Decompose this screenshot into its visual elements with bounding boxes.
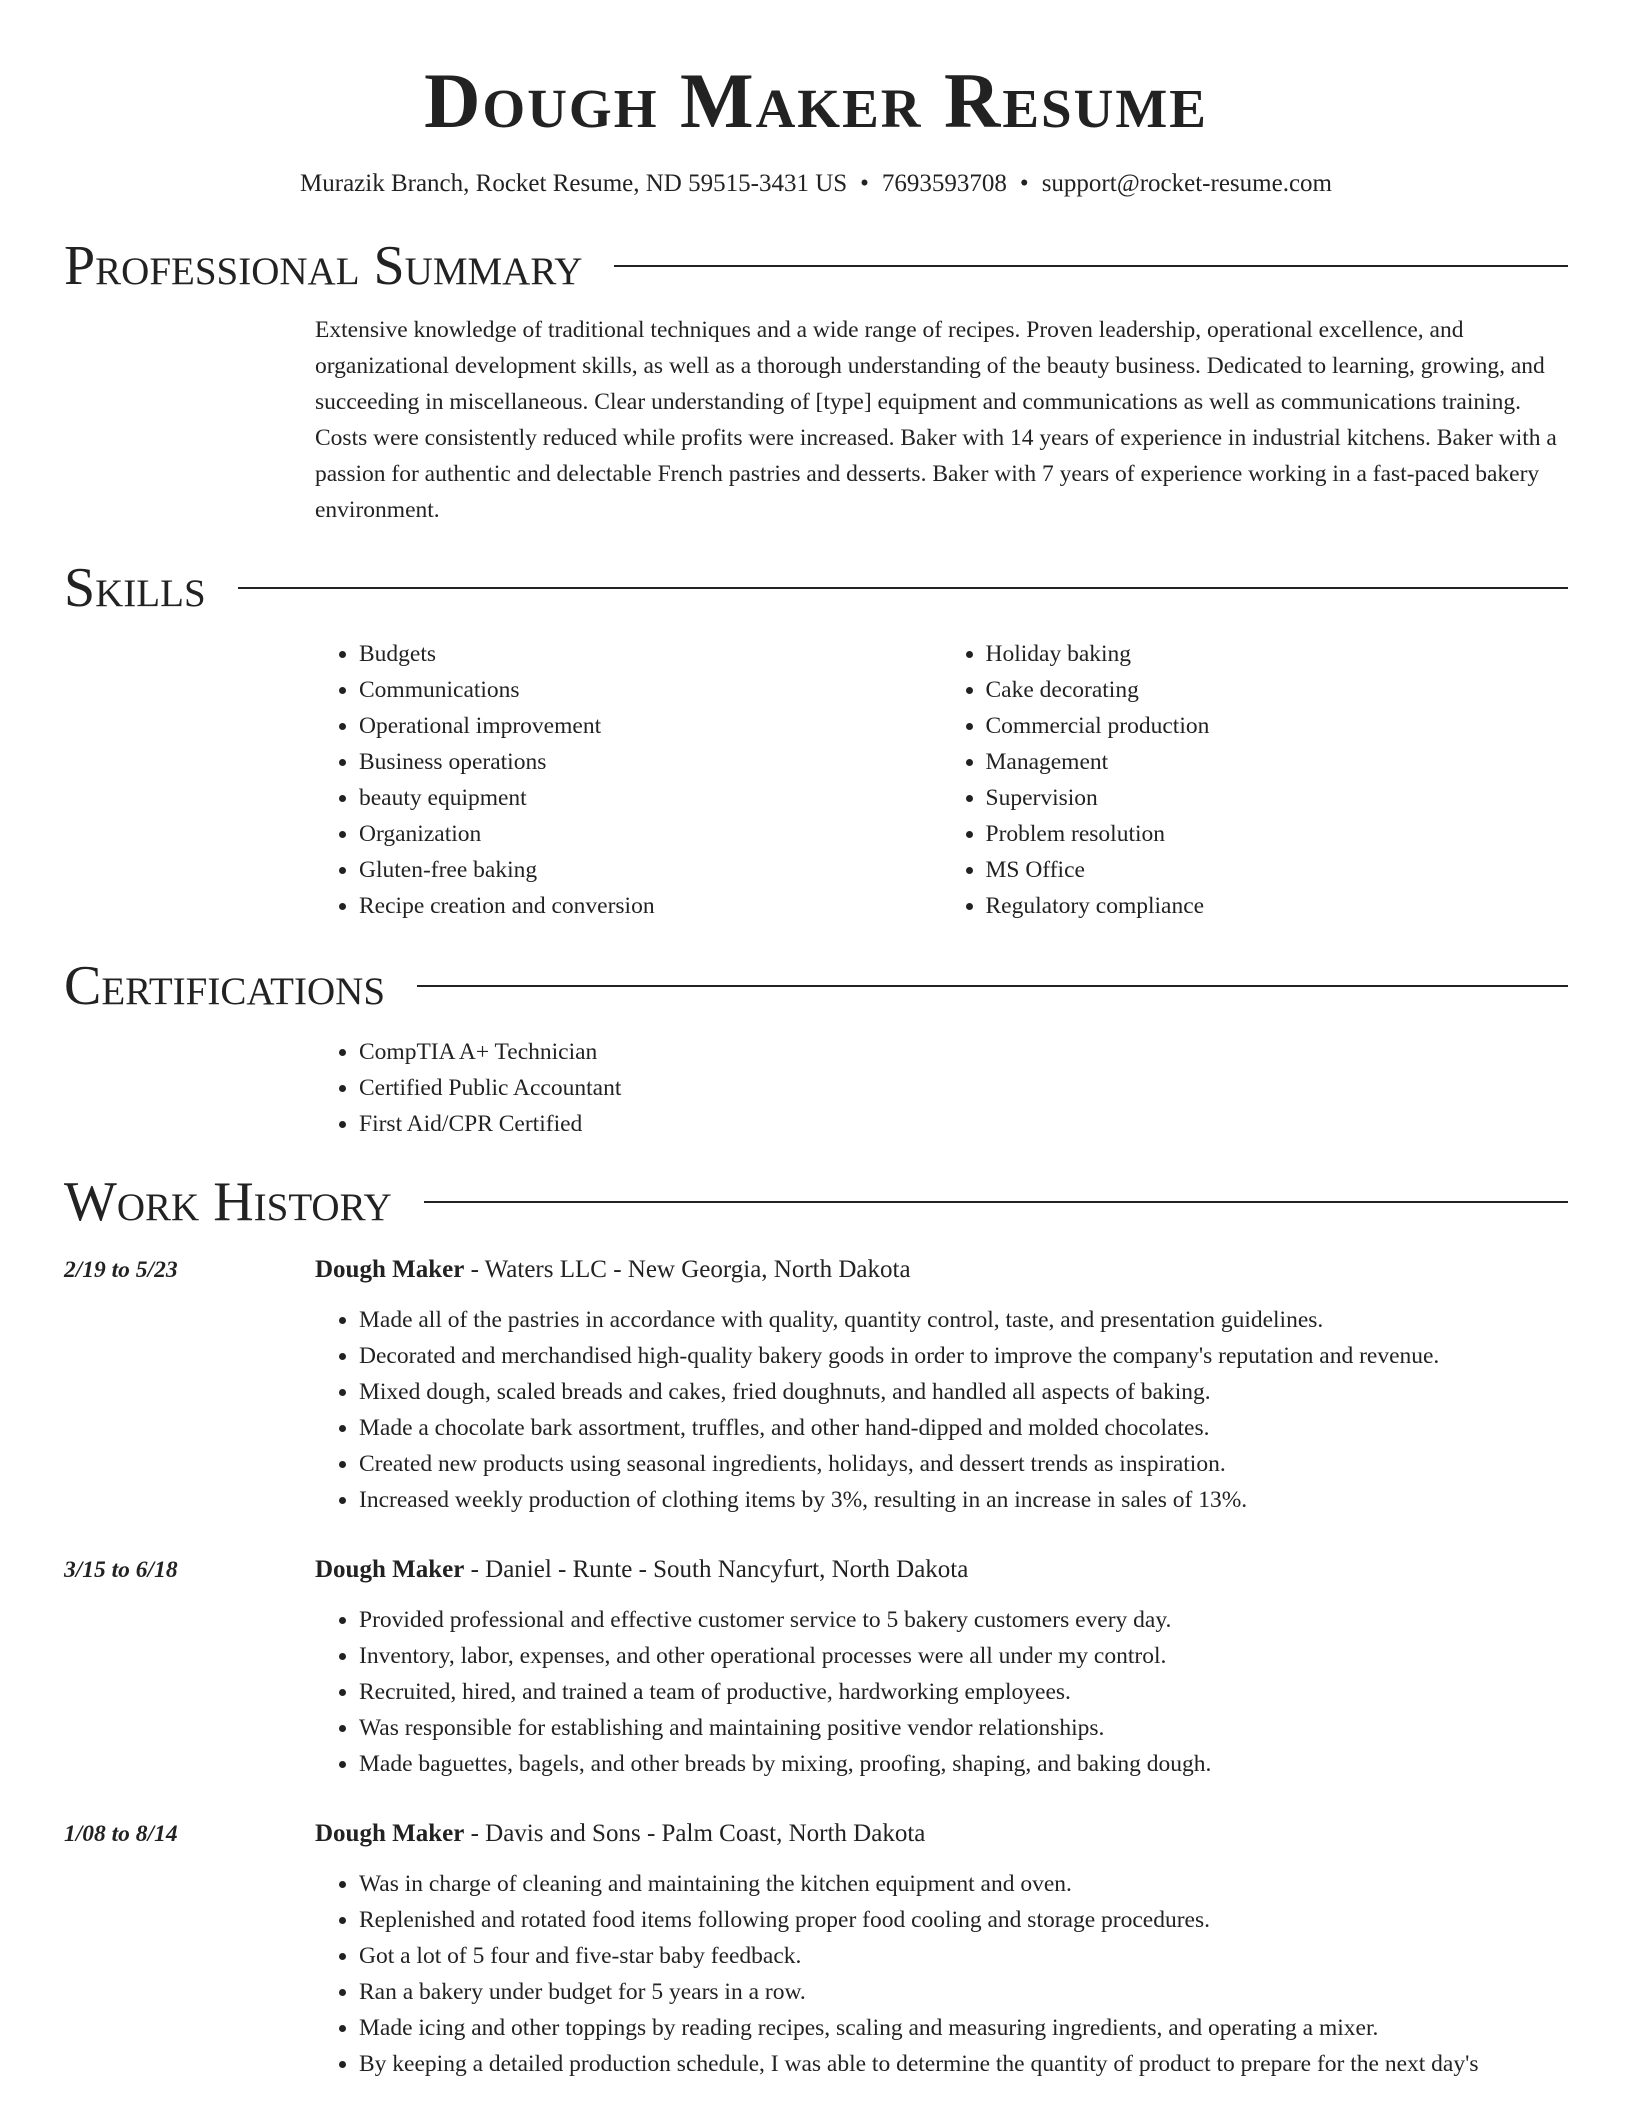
skill-item: • Recipe creation and conversion [359,888,942,924]
summary-text: Extensive knowledge of traditional techniques and a wide range of recipes. Proven leadership, operational excellence, and organizational development skills, as well as a thorough understanding of the beauty business. Dedicated to learning, growing, and succeeding in miscellaneous. Clear understanding of [type] equipment and communications as well as communications training. Costs were consistently reduced while profits were increased. Baker with 14 years of experience in industrial kitchens. Baker with a passion for authentic and delectable French pastries and desserts. Baker with 7 years of experience working in a fast-paced bakery environment. [315,317,1557,523]
certifications-body [315,1034,1568,1142]
job-title: Dough Maker [315,1256,465,1283]
skill-item: • Operational improvement [359,708,942,744]
job-bullet: • Decorated and merchandised high-quality bakery goods in order to improve the company's reputation and revenue. [359,1338,1568,1374]
job-bullets [315,1866,1568,2082]
skill-item: • Communications [359,672,942,708]
job-dates: 3/15 to 6/18 [64,1557,178,1583]
contact-line [64,170,1568,198]
certification-item: • Certified Public Accountant [359,1070,1568,1106]
job-main [315,1252,1568,1518]
skills-heading: Skills [64,557,206,619]
job-title: Dough Maker [315,1556,465,1583]
job-bullet: • Made baguettes, bagels, and other breads by mixing, proofing, shaping, and baking dough. [359,1746,1568,1782]
skills-section-header [64,557,1568,619]
section-divider [424,1201,1568,1203]
job-employer-location: - Waters LLC - New Georgia, North Dakota [464,1256,911,1283]
job-bullet: • Was in charge of cleaning and maintaining the kitchen equipment and oven. [359,1866,1568,1902]
skill-item: • MS Office [986,852,1569,888]
certifications-heading: Certifications [64,955,386,1017]
work-section-header [64,1171,1568,1233]
job-bullet: • Mixed dough, scaled breads and cakes, fried doughnuts, and handled all aspects of baking. [359,1374,1568,1410]
job-bullet: • Made a chocolate bark assortment, truffles, and other hand-dipped and molded chocolates. [359,1410,1568,1446]
job-bullet: • Ran a bakery under budget for 5 years in a row. [359,1974,1568,2010]
job-employer-location: - Daniel - Runte - South Nancyfurt, North Dakota [464,1556,969,1583]
job-bullet: • By keeping a detailed production schedule, I was able to determine the quantity of product to prepare for the next day's [359,2046,1568,2082]
job-bullet: • Replenished and rotated food items following proper food cooling and storage procedures. [359,1902,1568,1938]
certifications-list [315,1034,1568,1142]
skill-item: • Regulatory compliance [986,888,1569,924]
job-entry [64,1552,1568,1782]
contact-phone: 7693593708 [881,170,1007,197]
summary-body [315,312,1568,528]
job-bullet: • Provided professional and effective customer service to 5 bakery customers every day. [359,1602,1568,1638]
job-title: Dough Maker [315,1820,465,1847]
job-employer-location: - Davis and Sons - Palm Coast, North Dakota [464,1820,926,1847]
certifications-section-header [64,955,1568,1017]
skills-column-left [315,636,942,924]
section-divider [614,265,1568,267]
job-dates: 1/08 to 8/14 [64,1821,178,1847]
contact-separator: • [1019,170,1029,197]
job-bullet: • Was responsible for establishing and maintaining positive vendor relationships. [359,1710,1568,1746]
certification-item: • CompTIA A+ Technician [359,1034,1568,1070]
skill-item: • Cake decorating [986,672,1569,708]
summary-heading: Professional Summary [64,235,583,297]
job-entry [64,1252,1568,1518]
job-heading [315,1252,1568,1288]
job-bullet: • Created new products using seasonal ingredients, holidays, and dessert trends as inspiration. [359,1446,1568,1482]
job-heading [315,1816,1568,1852]
skill-item: • Management [986,744,1569,780]
job-dates: 2/19 to 5/23 [64,1257,178,1283]
skill-item: • Gluten-free baking [359,852,942,888]
job-entry [64,1816,1568,2082]
contact-address: Murazik Branch, Rocket Resume, ND 59515-3431 US [300,170,848,197]
skills-list [315,636,1568,924]
summary-section-header [64,235,1568,297]
job-heading [315,1552,1568,1588]
skill-item: • beauty equipment [359,780,942,816]
job-main [315,1816,1568,2082]
skill-item: • Commercial production [986,708,1569,744]
job-bullet: • Increased weekly production of clothing items by 3%, resulting in an increase in sales of 13%. [359,1482,1568,1518]
skill-item: • Holiday baking [986,636,1569,672]
job-bullets [315,1302,1568,1518]
job-bullet: • Made all of the pastries in accordance with quality, quantity control, taste, and presentation guidelines. [359,1302,1568,1338]
section-divider [417,985,1568,987]
skill-item: • Problem resolution [986,816,1569,852]
job-bullet: • Inventory, labor, expenses, and other operational processes were all under my control. [359,1638,1568,1674]
job-main [315,1552,1568,1782]
contact-separator: • [860,170,869,197]
job-bullet: • Recruited, hired, and trained a team of productive, hardworking employees. [359,1674,1568,1710]
job-bullet: • Got a lot of 5 four and five-star baby feedback. [359,1938,1568,1974]
skills-column-right [942,636,1569,924]
skill-item: • Business operations [359,744,942,780]
certification-item: • First Aid/CPR Certified [359,1106,1568,1142]
job-bullets [315,1602,1568,1782]
skill-item: • Budgets [359,636,942,672]
contact-email: support@rocket-resume.com [1041,170,1332,197]
resume-title: Dough Maker Resume [424,57,1208,144]
skill-item: • Organization [359,816,942,852]
skill-item: • Supervision [986,780,1569,816]
job-bullet: • Made icing and other toppings by reading recipes, scaling and measuring ingredients, and operating a mixer. [359,2010,1568,2046]
section-divider [238,587,1568,589]
work-heading: Work History [64,1171,392,1233]
